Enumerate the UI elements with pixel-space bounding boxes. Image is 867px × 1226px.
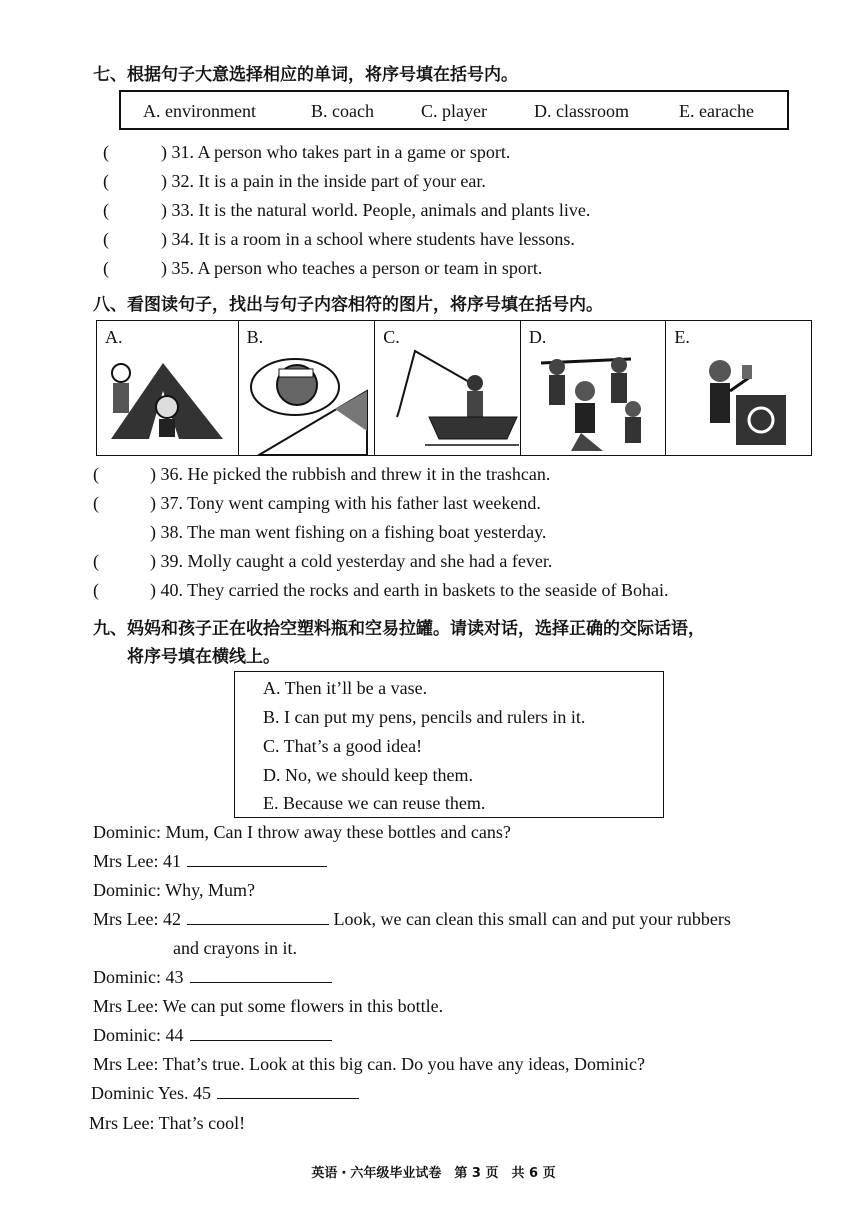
dialogue-line-10: Mrs Lee: That’s cool! <box>89 1113 246 1133</box>
question-39: ) 39. Molly caught a cold yesterday and she had a fever. <box>150 551 553 571</box>
dialogue-line-7 <box>93 1025 332 1046</box>
dialogue-line-5 <box>93 967 332 988</box>
answer-blank-43[interactable] <box>190 981 332 983</box>
picture-c <box>375 321 521 455</box>
page-footer: 英语・六年级毕业试卷 第 3 页 共 6 页 <box>311 1166 556 1181</box>
picture-d-label: D. <box>528 327 547 347</box>
question-33: ) 33. It is the natural world. People, animals and plants live. <box>161 200 591 220</box>
answer-blank-41[interactable] <box>187 865 327 867</box>
picture-b-label: B. <box>246 327 264 347</box>
picture-c-label: C. <box>383 327 400 347</box>
question-40: ) 40. They carried the rocks and earth in baskets to the seaside of Bohai. <box>150 580 669 600</box>
dialogue-line-8: Mrs Lee: That’s true. Look at this big can. Do you have any ideas, Dominic? <box>93 1054 646 1074</box>
answer-blank-44[interactable] <box>190 1039 332 1041</box>
camping-tent-icon <box>97 321 237 455</box>
picture-e-label: E. <box>674 327 690 347</box>
dialogue-line-4-tail: Look, we can clean this small can and put your rubbers <box>333 909 731 929</box>
recycling-bin-icon <box>666 321 809 455</box>
picture-a <box>97 321 239 455</box>
word-option-d: D. classroom <box>534 101 629 121</box>
dialogue-option-d: D. No, we should keep them. <box>263 765 473 785</box>
dialogue-line-4-cont: and crayons in it. <box>173 938 297 958</box>
dialogue-option-a: A. Then it’ll be a vase. <box>263 678 428 698</box>
question-35: ) 35. A person who teaches a person or team in sport. <box>161 258 543 278</box>
dialogue-line-9-text: Dominic Yes. 45 <box>91 1083 212 1103</box>
sick-in-bed-icon <box>239 321 375 455</box>
word-option-a: A. environment <box>143 101 256 121</box>
dialogue-option-c: C. That’s a good idea! <box>263 736 423 756</box>
question-38: ) 38. The man went fishing on a fishing boat yesterday. <box>150 522 547 542</box>
picture-strip <box>96 320 812 456</box>
dialogue-line-3: Dominic: Why, Mum? <box>93 880 255 900</box>
question-36: ) 36. He picked the rubbish and threw it in the trashcan. <box>150 464 551 484</box>
dialogue-line-6: Mrs Lee: We can put some flowers in this bottle. <box>93 996 444 1016</box>
picture-e <box>666 321 811 455</box>
section7-heading: 七、根据句子大意选择相应的单词，将序号填在括号内。 <box>93 65 518 85</box>
section9-heading-line2: 将序号填在横线上。 <box>127 647 280 667</box>
dialogue-line-4 <box>93 909 731 930</box>
question-32: ) 32. It is a pain in the inside part of your ear. <box>161 171 486 191</box>
dialogue-line-4-text: Mrs Lee: 42 <box>93 909 181 929</box>
picture-a-label: A. <box>105 327 123 347</box>
answer-blank-45[interactable] <box>217 1097 359 1099</box>
dialogue-option-e: E. Because we can reuse them. <box>263 793 486 813</box>
fishing-boat-icon <box>375 321 519 455</box>
section8-heading: 八、看图读句子，找出与句子内容相符的图片，将序号填在括号内。 <box>93 295 603 315</box>
answer-blank-42[interactable] <box>187 923 329 925</box>
question-37: ) 37. Tony went camping with his father last weekend. <box>150 493 541 513</box>
word-option-c: C. player <box>421 101 487 121</box>
question-34: ) 34. It is a room in a school where students have lessons. <box>161 229 575 249</box>
dialogue-line-2 <box>93 851 327 872</box>
word-option-b: B. coach <box>311 101 374 121</box>
word-option-e: E. earache <box>679 101 754 121</box>
section9-heading-line1: 九、妈妈和孩子正在收拾空塑料瓶和空易拉罐。请读对话，选择正确的交际话语， <box>93 619 705 639</box>
dialogue-options-box <box>234 671 664 818</box>
dialogue-line-2-text: Mrs Lee: 41 <box>93 851 181 871</box>
dialogue-line-7-text: Dominic: 44 <box>93 1025 184 1045</box>
carrying-baskets-icon <box>521 321 665 455</box>
dialogue-option-b: B. I can put my pens, pencils and rulers in it. <box>263 707 586 727</box>
word-bank-box <box>119 90 789 130</box>
dialogue-line-1: Dominic: Mum, Can I throw away these bottles and cans? <box>93 822 511 842</box>
question-31: ) 31. A person who takes part in a game or sport. <box>161 142 511 162</box>
picture-d <box>521 321 667 455</box>
picture-b <box>239 321 376 455</box>
dialogue-line-5-text: Dominic: 43 <box>93 967 184 987</box>
dialogue-line-9 <box>91 1083 359 1104</box>
